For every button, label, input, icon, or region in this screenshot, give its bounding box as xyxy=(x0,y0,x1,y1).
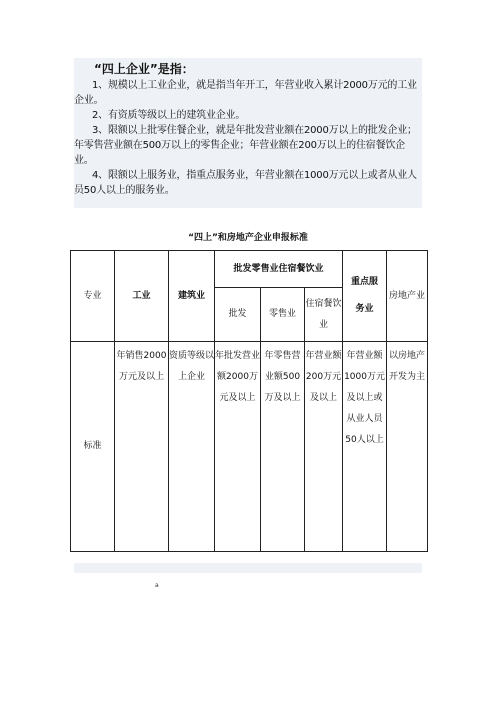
header-construction: 建筑业 xyxy=(169,251,215,342)
standard-real-estate: 以房地产开发为主 xyxy=(387,342,428,552)
standard-construction: 资质等级以上企业 xyxy=(169,342,215,552)
standard-lodging: 年营业额200万元及以上 xyxy=(305,342,343,552)
footer-band xyxy=(74,563,422,573)
header-key-service-line1: 重点服 xyxy=(351,277,379,287)
header-industry: 工业 xyxy=(115,251,169,342)
header-key-service xyxy=(343,251,387,342)
intro-title: “四上企业”是指： xyxy=(94,62,194,76)
header-key-service-line2: 务业 xyxy=(355,304,374,314)
header-retail: 零售业 xyxy=(261,288,305,342)
header-wholesale-retail-group: 批发零售业住宿餐饮业 xyxy=(215,251,343,288)
header-wholesale: 批发 xyxy=(215,288,261,342)
intro-paragraph-1: 1、规模以上工业企业，就是指当年开工，年营业收入累计2000万元的工业企业。 xyxy=(74,80,417,106)
intro-paragraph-4: 4、限额以上服务业，指重点服务业，年营业额在1000万元以上或者从业人员50人以上的服务业。 xyxy=(74,170,417,196)
standard-industry: 年销售2000万元及以上 xyxy=(115,342,169,552)
standard-key-service: 年营业额1000万元及以上或从业人员50人以上 xyxy=(343,342,387,552)
row-label-standard: 标准 xyxy=(71,342,115,552)
standard-retail: 年零售营业额500万及以上 xyxy=(261,342,305,552)
standards-table xyxy=(70,250,428,552)
header-lodging: 住宿餐饮业 xyxy=(305,288,343,342)
standard-wholesale: 年批发营业额2000万元及以上 xyxy=(215,342,261,552)
header-major: 专业 xyxy=(71,251,115,342)
table-title: “四上”和房地产企业申报标准 xyxy=(188,233,308,243)
header-real-estate: 房地产业 xyxy=(387,251,428,342)
intro-section xyxy=(74,58,422,208)
intro-paragraph-2: 2、有资质等级以上的建筑业企业。 xyxy=(92,110,246,121)
footer-mark: a xyxy=(155,582,159,589)
intro-paragraph-3: 3、限额以上批零住餐企业，就是年批发营业额在2000万以上的批发企业；年零售营业额在500万以上的零售企业；年营业额在200万以上的住宿餐饮企业。 xyxy=(74,125,417,166)
